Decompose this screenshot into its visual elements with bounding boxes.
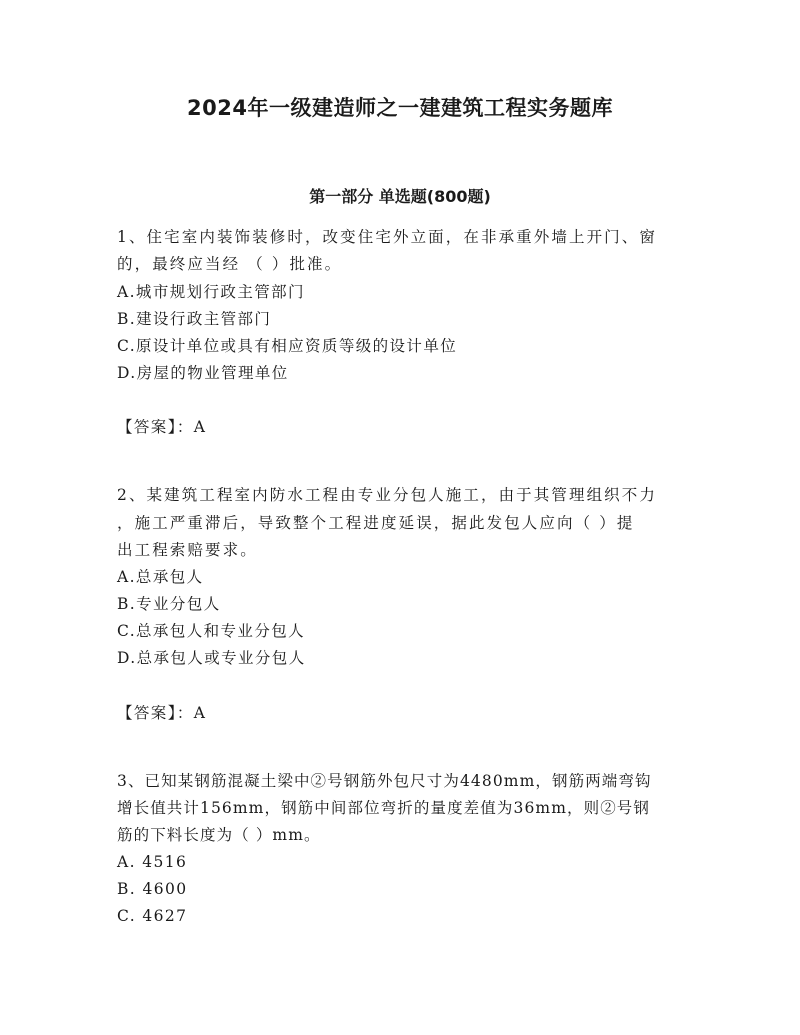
- question-1-stem-line-2: 的，最终应当经 （ ）批准。: [117, 255, 343, 273]
- question-2-stem-line-3: 出工程索赔要求。: [117, 541, 258, 559]
- question-3-stem-line-1: 3、已知某钢筋混凝土梁中②号钢筋外包尺寸为4480mm，钢筋两端弯钩: [117, 772, 652, 790]
- question-1-option-b: B.建设行政主管部门: [117, 310, 272, 328]
- question-2-answer: 【答案】：A: [117, 704, 207, 722]
- question-2-stem-line-1: 2、某建筑工程室内防水工程由专业分包人施工，由于其管理组织不力: [117, 486, 657, 504]
- question-1-option-d: D.房屋的物业管理单位: [117, 364, 289, 382]
- question-2-option-d: D.总承包人或专业分包人: [117, 649, 306, 667]
- question-1-answer: 【答案】：A: [117, 418, 207, 436]
- question-2-option-b: B.专业分包人: [117, 595, 221, 613]
- question-1-option-a: A.城市规划行政主管部门: [117, 283, 305, 301]
- question-1-stem-line-1: 1、住宅室内装饰装修时，改变住宅外立面，在非承重外墙上开门、窗: [117, 228, 657, 246]
- question-2-option-c: C.总承包人和专业分包人: [117, 622, 306, 640]
- question-2-option-a: A.总承包人: [117, 568, 204, 586]
- question-3-option-c: C. 4627: [117, 907, 188, 925]
- section-title: 第一部分 单选题(800题): [309, 187, 491, 206]
- question-3-stem-line-2: 增长值共计156mm，钢筋中间部位弯折的量度差值为36mm，则②号钢: [117, 799, 651, 817]
- document-title: 2024年一级建造师之一建建筑工程实务题库: [187, 96, 613, 120]
- question-3-option-a: A. 4516: [117, 853, 188, 871]
- question-2-stem-line-2: ，施工严重滞后，导致整个工程进度延误，据此发包人应向（ ）提: [117, 514, 635, 532]
- question-3-stem-line-3: 筋的下料长度为（ ）mm。: [117, 826, 321, 844]
- question-3-option-b: B. 4600: [117, 880, 188, 898]
- question-1-option-c: C.原设计单位或具有相应资质等级的设计单位: [117, 337, 458, 355]
